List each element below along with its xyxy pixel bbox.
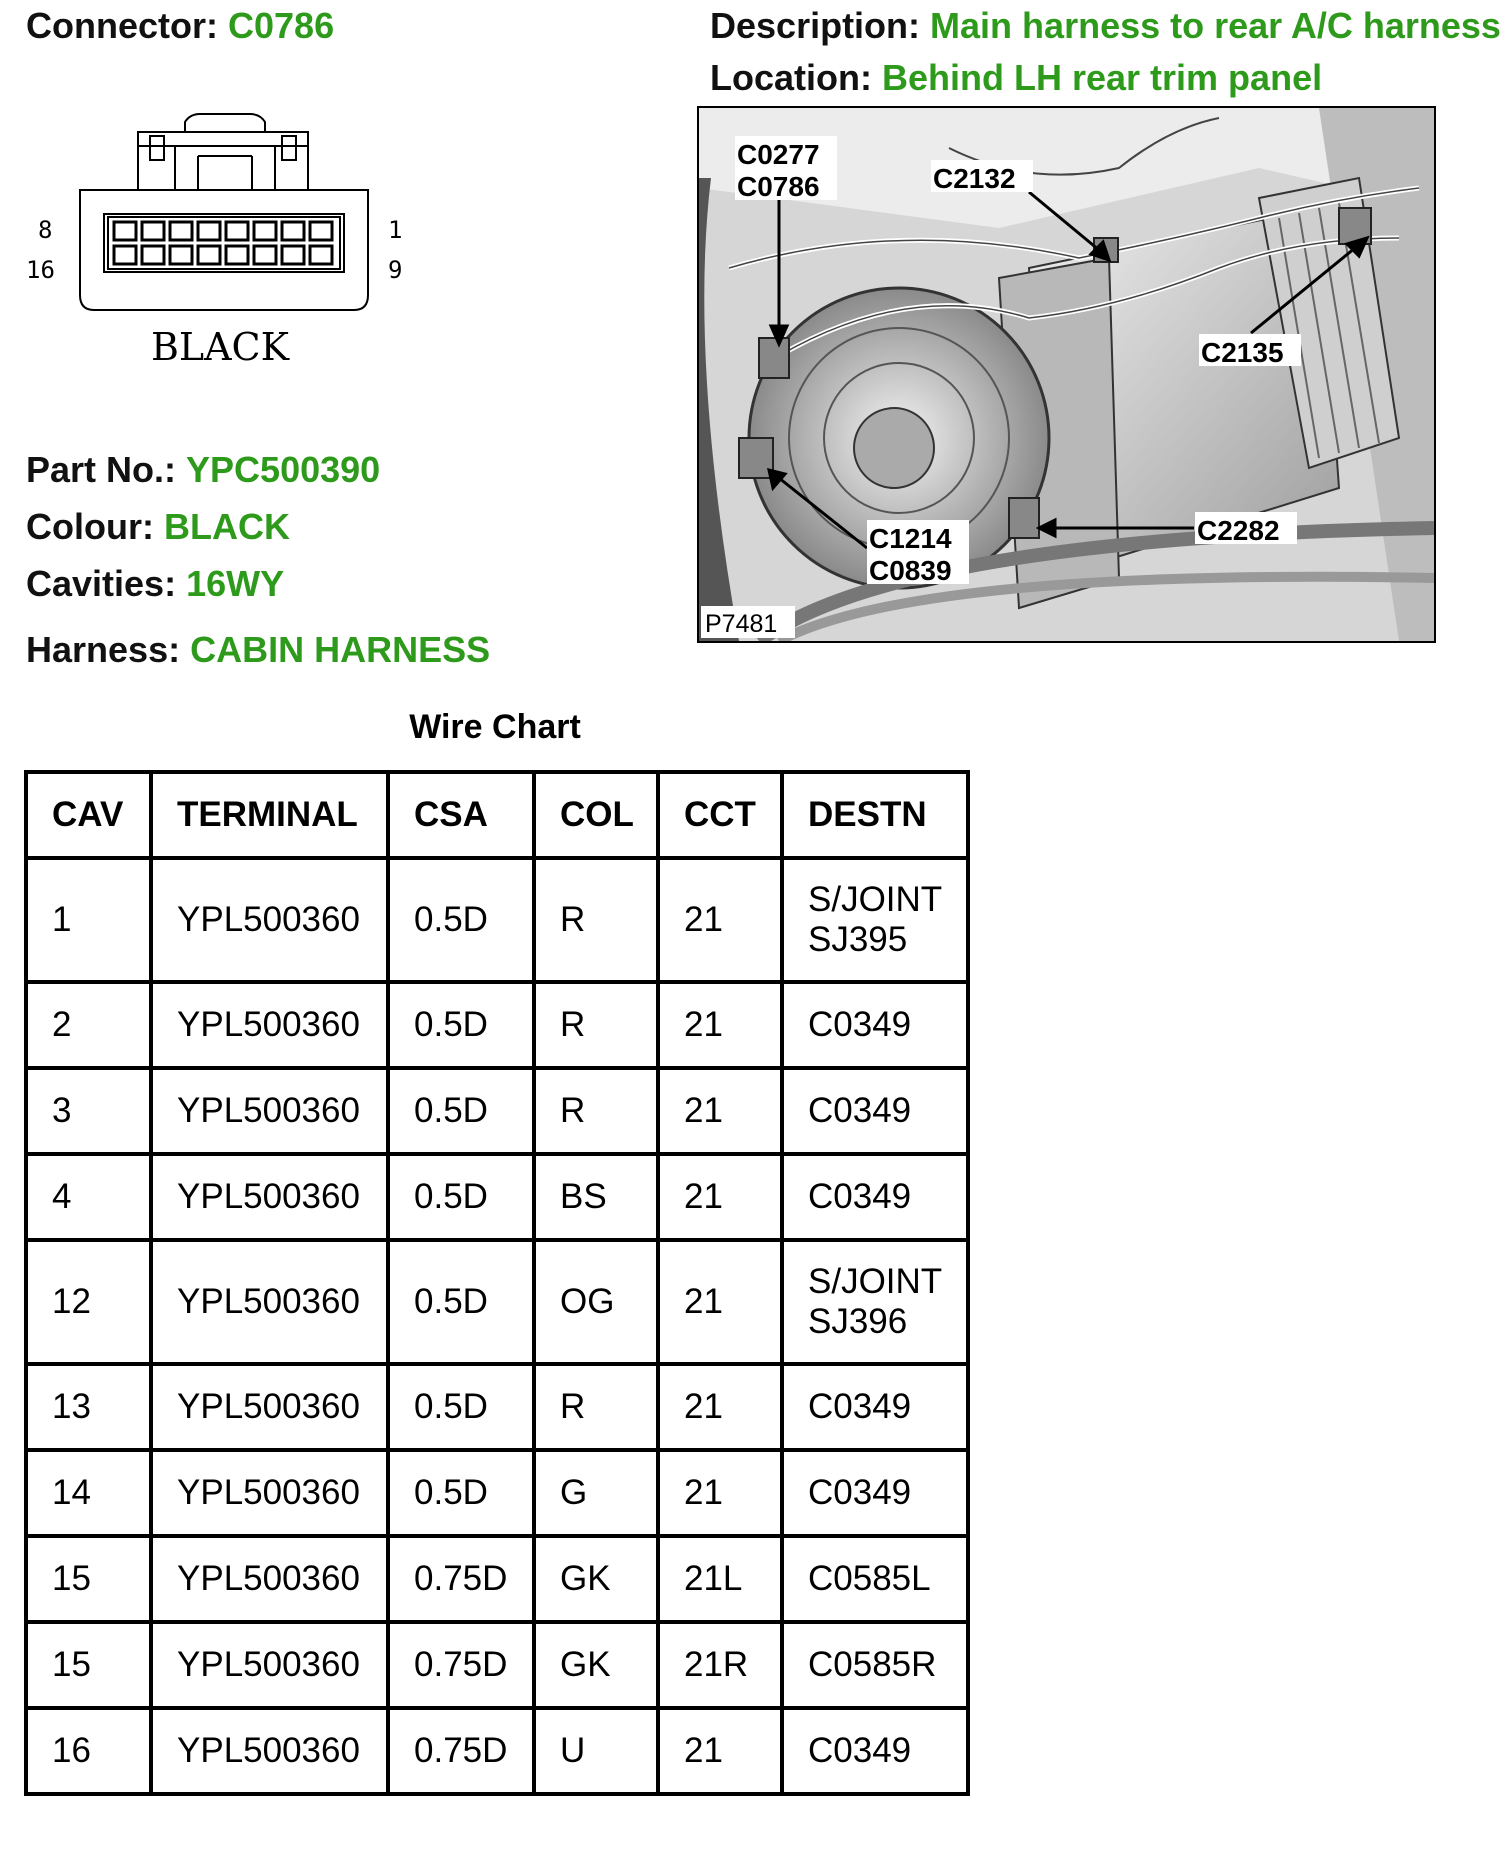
harness-value: CABIN HARNESS — [190, 629, 491, 670]
cell-terminal: YPL500360 — [151, 982, 388, 1068]
connector-cavity — [142, 222, 164, 240]
connector-face-drawing — [20, 110, 420, 370]
location-photo — [697, 106, 1436, 643]
cell-cct: 21 — [658, 1068, 782, 1154]
cell-cct: 21 — [658, 858, 782, 982]
wire-chart-header-row — [26, 772, 968, 858]
connector-line — [26, 5, 335, 46]
connector-cavity — [170, 246, 192, 264]
cavities-label: Cavities: — [26, 563, 177, 604]
connector-cavity — [254, 222, 276, 240]
cell-cav: 1 — [26, 858, 151, 982]
cell-cct: 21 — [658, 1708, 782, 1794]
cell-col: BS — [534, 1154, 658, 1240]
connector-cavity — [226, 222, 248, 240]
cell-csa: 0.5D — [388, 1154, 534, 1240]
photo-callout-c2135: C2135 — [1201, 337, 1284, 368]
description-value: Main harness to rear A/C harness — [930, 5, 1501, 46]
table-row — [26, 1450, 968, 1536]
photo-callout-c0277: C0277 — [737, 139, 820, 170]
cell-destn — [782, 1536, 968, 1622]
cell-destn — [782, 982, 968, 1068]
cell-cav: 14 — [26, 1450, 151, 1536]
cell-csa: 0.5D — [388, 1450, 534, 1536]
cell-terminal: YPL500360 — [151, 1240, 388, 1364]
cell-cav: 16 — [26, 1708, 151, 1794]
col-header-destn: DESTN — [782, 772, 968, 858]
connector-cavity — [310, 246, 332, 264]
cell-cav: 3 — [26, 1068, 151, 1154]
cell-col: GK — [534, 1622, 658, 1708]
cell-destn — [782, 1364, 968, 1450]
wire-chart-title: Wire Chart — [409, 708, 581, 746]
cell-terminal: YPL500360 — [151, 1708, 388, 1794]
cell-cct: 21R — [658, 1622, 782, 1708]
pin-label-9: 9 — [388, 256, 403, 284]
connector-colour-caption: BLACK — [150, 325, 290, 369]
photo-callout-c0839: C0839 — [869, 555, 952, 586]
col-header-col: COL — [534, 772, 658, 858]
destn-line: C0349 — [808, 1090, 912, 1130]
cell-col: R — [534, 858, 658, 982]
cell-cav: 13 — [26, 1364, 151, 1450]
connector-cavity — [198, 246, 220, 264]
cell-csa: 0.5D — [388, 982, 534, 1068]
cell-csa: 0.5D — [388, 858, 534, 982]
connector-cavity — [310, 222, 332, 240]
table-row — [26, 858, 968, 982]
cell-cav: 15 — [26, 1622, 151, 1708]
cell-cct: 21 — [658, 1154, 782, 1240]
table-row — [26, 1364, 968, 1450]
table-row — [26, 1154, 968, 1240]
cell-terminal: YPL500360 — [151, 858, 388, 982]
colour-line — [26, 506, 290, 547]
destn-line: C0349 — [808, 1730, 912, 1770]
connector-cavity — [226, 246, 248, 264]
destn-line: S/JOINT — [808, 879, 943, 919]
connector-cavity — [114, 222, 136, 240]
cell-col: R — [534, 1364, 658, 1450]
destn-line: C0349 — [808, 1004, 912, 1044]
cell-terminal: YPL500360 — [151, 1450, 388, 1536]
destn-line: C0349 — [808, 1386, 912, 1426]
cell-cav: 15 — [26, 1536, 151, 1622]
destn-line: C0349 — [808, 1176, 912, 1216]
table-row — [26, 1536, 968, 1622]
cell-destn — [782, 1240, 968, 1364]
part-no-line — [26, 449, 381, 490]
harness-line — [26, 629, 491, 670]
cell-destn — [782, 1708, 968, 1794]
cell-destn — [782, 858, 968, 982]
wire-chart-table — [24, 770, 970, 1796]
location-line — [710, 57, 1323, 98]
cell-csa: 0.75D — [388, 1708, 534, 1794]
destn-line: SJ396 — [808, 1302, 908, 1341]
connector-cavity — [170, 222, 192, 240]
cell-cct: 21 — [658, 1450, 782, 1536]
table-row — [26, 1708, 968, 1794]
photo-callout-c2132: C2132 — [933, 163, 1016, 194]
cell-col: R — [534, 1068, 658, 1154]
col-header-terminal: TERMINAL — [151, 772, 388, 858]
cell-destn — [782, 1450, 968, 1536]
cell-csa: 0.5D — [388, 1240, 534, 1364]
connector-cavity — [282, 222, 304, 240]
col-header-cct: CCT — [658, 772, 782, 858]
cell-col: G — [534, 1450, 658, 1536]
part-no-value: YPC500390 — [186, 449, 381, 490]
connector-cavity — [282, 246, 304, 264]
description-label: Description: — [710, 5, 921, 46]
table-row — [26, 1240, 968, 1364]
cell-csa: 0.75D — [388, 1622, 534, 1708]
location-value: Behind LH rear trim panel — [882, 57, 1323, 98]
cell-col: GK — [534, 1536, 658, 1622]
cell-cct: 21 — [658, 1240, 782, 1364]
cell-destn — [782, 1622, 968, 1708]
cell-col: R — [534, 982, 658, 1068]
cell-cav: 4 — [26, 1154, 151, 1240]
description-line — [710, 5, 1501, 46]
pin-label-1: 1 — [388, 216, 403, 244]
cell-destn — [782, 1154, 968, 1240]
connector-cavity — [198, 222, 220, 240]
cell-terminal: YPL500360 — [151, 1536, 388, 1622]
cell-col: U — [534, 1708, 658, 1794]
connector-cavity — [142, 246, 164, 264]
cell-cav: 12 — [26, 1240, 151, 1364]
pin-label-16: 16 — [26, 256, 55, 284]
connector-label: Connector: — [26, 5, 218, 46]
destn-line: SJ395 — [808, 920, 908, 959]
cell-csa: 0.75D — [388, 1536, 534, 1622]
cell-terminal: YPL500360 — [151, 1364, 388, 1450]
cell-cct: 21 — [658, 1364, 782, 1450]
table-row — [26, 982, 968, 1068]
cell-terminal: YPL500360 — [151, 1154, 388, 1240]
destn-line: C0349 — [808, 1472, 912, 1512]
cell-csa: 0.5D — [388, 1364, 534, 1450]
cell-cct: 21L — [658, 1536, 782, 1622]
table-row — [26, 1622, 968, 1708]
cavities-line — [26, 563, 285, 604]
destn-line: C0585L — [808, 1558, 931, 1598]
cell-cav: 2 — [26, 982, 151, 1068]
part-no-label: Part No.: — [26, 449, 177, 490]
photo-callout-c1214: C1214 — [869, 523, 952, 554]
col-header-cav: CAV — [26, 772, 151, 858]
cell-csa: 0.5D — [388, 1068, 534, 1154]
cell-destn — [782, 1068, 968, 1154]
connector-value: C0786 — [228, 5, 335, 46]
colour-value: BLACK — [163, 506, 290, 547]
location-label: Location: — [710, 57, 872, 98]
connector-cavity — [254, 246, 276, 264]
connector-cavity — [114, 246, 136, 264]
cell-terminal: YPL500360 — [151, 1622, 388, 1708]
col-header-csa: CSA — [388, 772, 534, 858]
pin-label-8: 8 — [38, 216, 53, 244]
cell-terminal: YPL500360 — [151, 1068, 388, 1154]
destn-line: S/JOINT — [808, 1261, 943, 1301]
photo-callout-c0786: C0786 — [737, 171, 820, 202]
photo-ref-number: P7481 — [705, 610, 778, 638]
harness-label: Harness: — [26, 629, 181, 670]
photo-callout-c2282: C2282 — [1197, 515, 1280, 546]
cell-cct: 21 — [658, 982, 782, 1068]
table-row — [26, 1068, 968, 1154]
colour-label: Colour: — [26, 506, 154, 547]
cell-col: OG — [534, 1240, 658, 1364]
destn-line: C0585R — [808, 1644, 937, 1684]
cavities-value: 16WY — [186, 563, 285, 604]
